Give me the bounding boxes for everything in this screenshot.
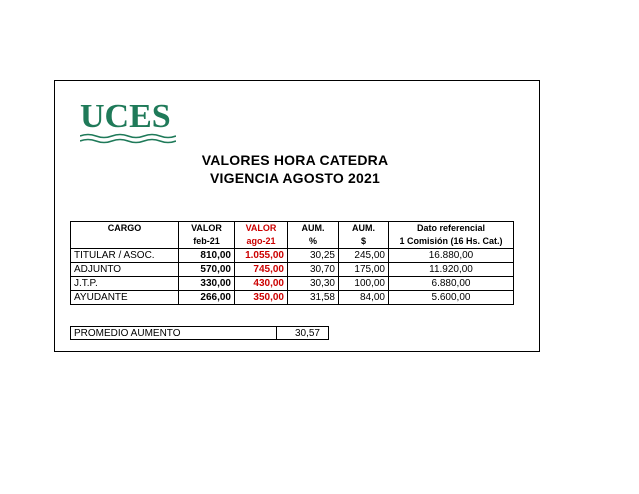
promedio-aumento-box (70, 326, 329, 340)
header-usd-sub: $ (339, 235, 389, 249)
header-feb-sub: feb-21 (179, 235, 235, 249)
table-row (71, 277, 514, 291)
cell-cargo: AYUDANTE (71, 291, 179, 305)
cell-feb: 330,00 (179, 277, 235, 291)
table-row (71, 249, 514, 263)
header-pct-sub: % (288, 235, 339, 249)
cell-cargo: ADJUNTO (71, 263, 179, 277)
cell-ago: 1.055,00 (235, 249, 288, 263)
cell-pct: 30,70 (288, 263, 339, 277)
cell-ref: 6.880,00 (389, 277, 514, 291)
cell-usd: 84,00 (339, 291, 389, 305)
uces-logo (80, 97, 176, 147)
cell-ref: 5.600,00 (389, 291, 514, 305)
cell-feb: 266,00 (179, 291, 235, 305)
cell-ref: 16.880,00 (389, 249, 514, 263)
cell-ref: 11.920,00 (389, 263, 514, 277)
promedio-label: PROMEDIO AUMENTO (70, 326, 277, 340)
cell-pct: 30,30 (288, 277, 339, 291)
table-row (71, 263, 514, 277)
cell-pct: 30,25 (288, 249, 339, 263)
cell-feb: 570,00 (179, 263, 235, 277)
header-cargo: CARGO (71, 222, 179, 236)
cell-ago: 745,00 (235, 263, 288, 277)
cell-usd: 175,00 (339, 263, 389, 277)
header-aum-pct: AUM. (288, 222, 339, 236)
header-valor-feb: VALOR (179, 222, 235, 236)
header-cargo-sub (71, 235, 179, 249)
header-row-top (71, 222, 514, 236)
table-row (71, 291, 514, 305)
title-line-1: VALORES HORA CATEDRA (201, 152, 389, 168)
cell-feb: 810,00 (179, 249, 235, 263)
title-line-2: VIGENCIA AGOSTO 2021 (210, 170, 380, 186)
cell-pct: 31,58 (288, 291, 339, 305)
header-ref-sub: 1 Comisión (16 Hs. Cat.) (389, 235, 514, 249)
header-dato-ref: Dato referencial (389, 222, 514, 236)
cell-ago: 350,00 (235, 291, 288, 305)
logo-text: UCES (80, 98, 171, 135)
cell-usd: 100,00 (339, 277, 389, 291)
logo-waves-icon (80, 133, 176, 145)
cell-usd: 245,00 (339, 249, 389, 263)
header-row-bottom (71, 235, 514, 249)
rates-table (70, 221, 514, 305)
cell-cargo: J.T.P. (71, 277, 179, 291)
header-valor-ago: VALOR (235, 222, 288, 236)
header-ago-sub: ago-21 (235, 235, 288, 249)
header-aum-usd: AUM. (339, 222, 389, 236)
cell-ago: 430,00 (235, 277, 288, 291)
cell-cargo: TITULAR / ASOC. (71, 249, 179, 263)
promedio-value: 30,57 (277, 326, 329, 340)
